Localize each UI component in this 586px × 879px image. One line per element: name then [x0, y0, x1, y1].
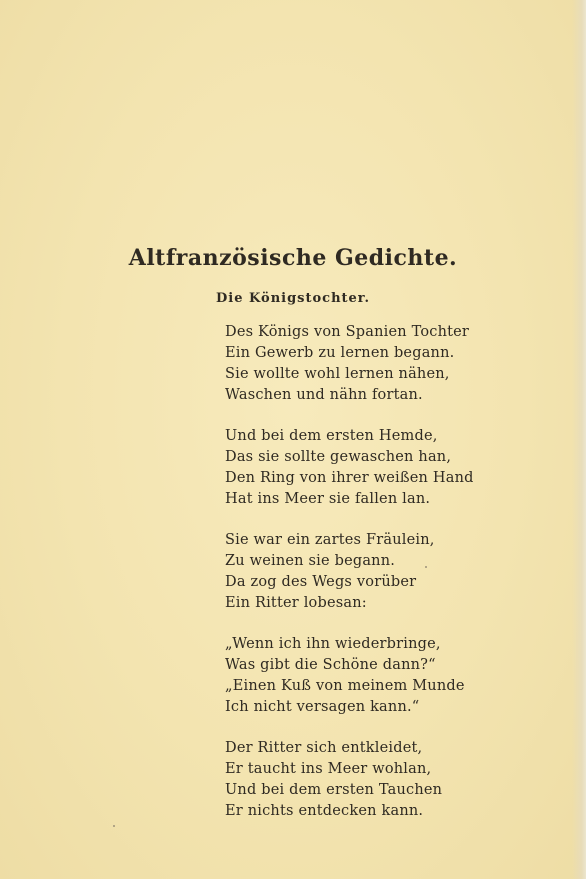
poem-line: Was gibt die Schöne dann?“ [225, 657, 436, 673]
poem-line: Des Königs von Spanien Tochter [225, 324, 470, 340]
poem-line: Und bei dem ersten Hemde, [225, 428, 438, 444]
poem-line: Und bei dem ersten Tauchen [225, 782, 443, 798]
poem-line: Waschen und nähn fortan. [225, 387, 423, 403]
stanza [225, 634, 525, 718]
poem-line: „Einen Kuß von meinem Munde [225, 678, 465, 694]
poem-line: Den Ring von ihrer weißen Hand [225, 470, 474, 486]
poem-line: Ein Ritter lobesan: [225, 595, 367, 611]
poem-body [225, 322, 525, 842]
poem-line: Hat ins Meer sie fallen lan. [225, 491, 431, 507]
poem-line: Er nichts entdecken kann. [225, 803, 424, 819]
poem-line: Das sie sollte gewaschen han, [225, 449, 452, 465]
page-title: Altfranzösische Gedichte. [128, 245, 458, 271]
poem-line: Ein Gewerb zu lernen begann. [225, 345, 455, 361]
stanza [225, 322, 525, 406]
stanza [225, 530, 525, 614]
page-edge-shadow [572, 0, 586, 879]
poem-line: Der Ritter sich entkleidet, [225, 740, 423, 756]
poem-line: Er taucht ins Meer wohlan, [225, 761, 432, 777]
stanza [225, 738, 525, 822]
poem-line: „Wenn ich ihn wiederbringe, [225, 636, 441, 652]
poem-line: Da zog des Wegs vorüber [225, 574, 417, 590]
poem-line: Ich nicht versagen kann.“ [225, 699, 420, 715]
poem-line: Sie wollte wohl lernen nähen, [225, 366, 450, 382]
poem-title: Die Königstochter. [216, 291, 370, 306]
poem-line: Sie war ein zartes Fräulein, [225, 532, 435, 548]
paper-speck [113, 825, 115, 827]
paper-speck [425, 566, 427, 568]
poem-line: Zu weinen sie begann. [225, 553, 396, 569]
stanza [225, 426, 525, 510]
